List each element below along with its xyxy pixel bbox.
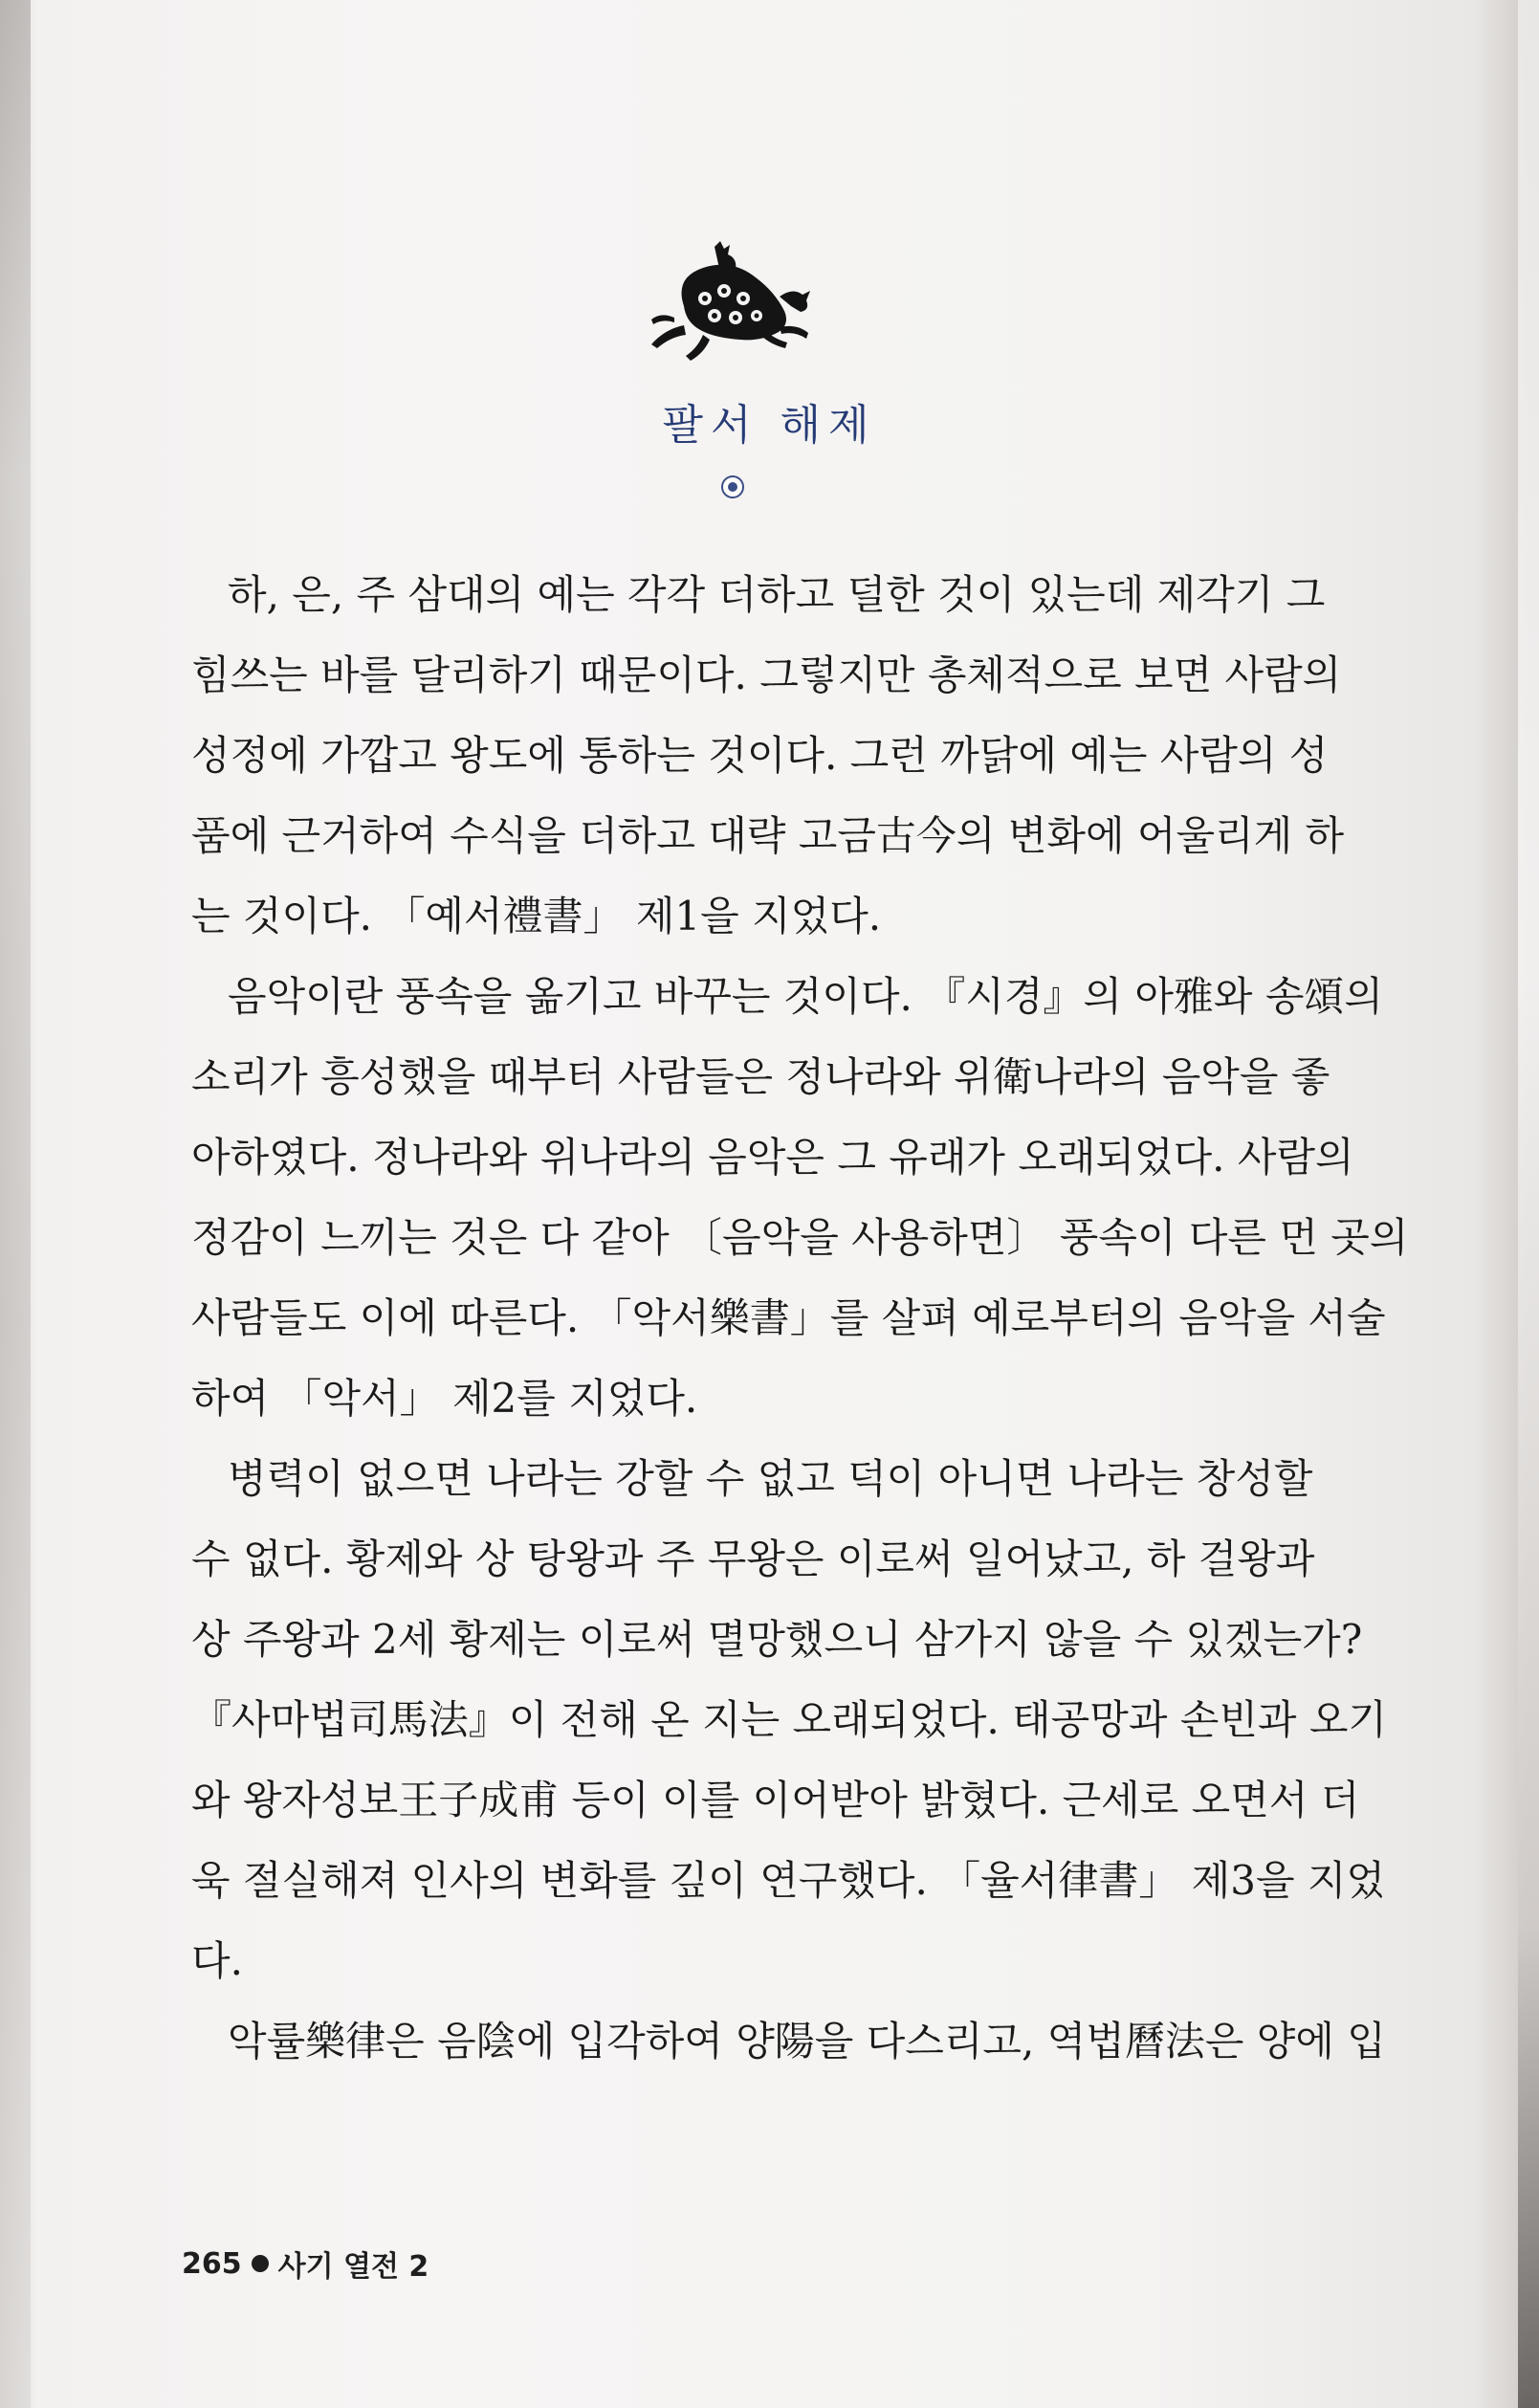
footer-dot-icon [252, 2255, 269, 2272]
text-line: 아하였다. 정나라와 위나라의 음악은 그 유래가 오래되었다. 사람의 [191, 1134, 1354, 1181]
title-circle-dot-icon [721, 475, 744, 498]
text-line: 품에 근거하여 수식을 더하고 대략 고금古今의 변화에 어울리게 하 [191, 812, 1345, 859]
text-line: 수 없다. 황제와 상 탕왕과 주 무왕은 이로써 일어났고, 하 걸왕과 [191, 1535, 1315, 1582]
text-line: 힘쓰는 바를 달리하기 때문이다. 그렇지만 총체적으로 보면 사람의 [191, 652, 1342, 698]
page-right-edge [1518, 0, 1539, 2408]
text-line: 사람들도 이에 따른다. 「악서樂書」를 살펴 예로부터의 음악을 서술 [191, 1294, 1386, 1341]
section-title: 팔서 해제 [662, 401, 877, 450]
text-line: 와 왕자성보王子成甫 등이 이를 이어받아 밝혔다. 근세로 오면서 더 [191, 1777, 1360, 1823]
horse-rider-ornament-icon [646, 239, 818, 364]
text-line: 『사마법司馬法』이 전해 온 지는 오래되었다. 태공망과 손빈과 오기 [191, 1696, 1387, 1743]
page-footer [182, 2242, 429, 2285]
text-line: 악률樂律은 음陰에 입각하여 양陽을 다스리고, 역법曆法은 양에 입 [228, 2018, 1386, 2065]
page-number: 265 [182, 2246, 242, 2281]
text-line: 하여 「악서」 제2를 지었다. [191, 1375, 698, 1422]
running-title: 사기 열전 2 [277, 2250, 429, 2284]
text-line: 하, 은, 주 삼대의 예는 각각 더하고 덜한 것이 있는데 제각기 그 [228, 571, 1326, 618]
text-line: 정감이 느끼는 것은 다 같아 〔음악을 사용하면〕 풍속이 다른 먼 곳의 [191, 1214, 1409, 1261]
text-line: 는 것이다. 「예서禮書」 제1을 지었다. [191, 893, 882, 939]
text-line: 다. [191, 1937, 243, 1984]
text-line: 욱 절실해져 인사의 변화를 깊이 연구했다. 「율서律書」 제3을 지었 [191, 1857, 1386, 1904]
page-left-shadow [0, 0, 31, 2408]
text-line: 병력이 없으면 나라는 강할 수 없고 덕이 아니면 나라는 창성할 [228, 1455, 1313, 1502]
text-line: 음악이란 풍속을 옮기고 바꾸는 것이다. 『시경』의 아雅와 송頌의 [228, 973, 1383, 1020]
text-line: 성정에 가깝고 왕도에 통하는 것이다. 그런 까닭에 예는 사람의 성 [191, 732, 1329, 779]
text-line: 상 주왕과 2세 황제는 이로써 멸망했으니 삼가지 않을 수 있겠는가? [191, 1616, 1363, 1663]
text-line: 소리가 흥성했을 때부터 사람들은 정나라와 위衛나라의 음악을 좋 [191, 1053, 1330, 1100]
